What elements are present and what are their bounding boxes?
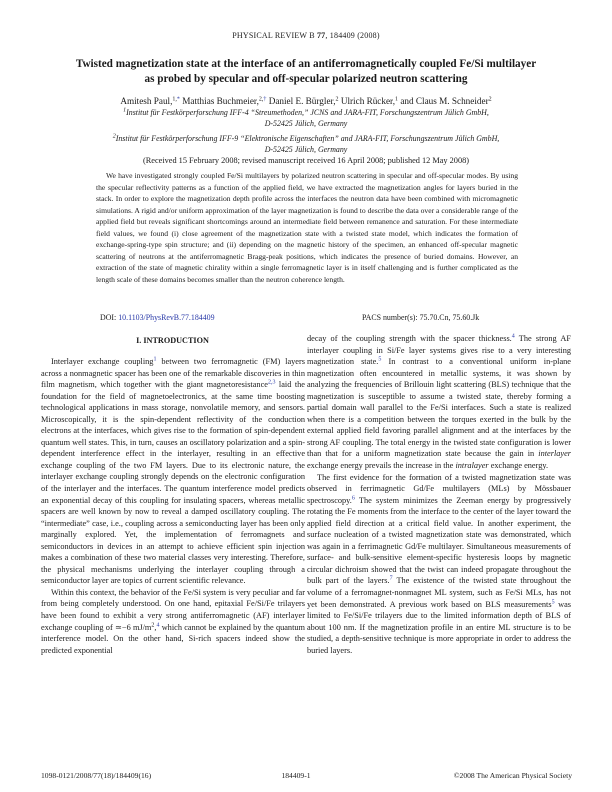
author-list [0,96,612,106]
affiliation-1: $^1$Institut für Festkörperforschung IFF-4 “Streumethoden,” JCNS and JARA-FIT, Forschungszentrum Jülich GmbH, D-52425 Jülich, Germany [123,107,489,128]
section-heading: I. INTRODUCTION [136,336,209,345]
ref-link[interactable]: 7 [389,575,393,582]
footer-copyright: ©2008 The American Physical Society [453,771,572,780]
journal-name: PHYSICAL REVIEW B [232,31,315,40]
ref-link[interactable]: 5 [378,356,382,363]
paragraph: decay of the coupling strength with the spacer thickness.$^4$ The strong AF interlayer coupling in Si/Fe layer systems gives rise to a very interesting magnetization state.$^5$ In contrast to a conventional uniform in-plane magnetization often encountered in metallic systems, it was shown by analyzing the frequencies of Brillouin light scattering (BLS) technique that the magnetization is susceptible to assume a twisted state, thereby forming a partial domain wall parallel to the Fe/Si interfaces. Such a state is realized when there is a competition between the torques exerted in the bulk by the external applied field favoring parallel alignment and at the interfaces by the strong AF coupling. The total energy in the twisted state configuration is lower than that for a uniform magnetization state because the gain in interlayer exchange energy prevails the increase in the intralayer exchange energy. [307,333,571,471]
ref-link[interactable]: 4 [156,622,160,629]
author: Amitesh Paul,$^{1,*}$ [120,96,180,106]
author-note-link[interactable]: * [176,96,180,103]
title-line-1: Twisted magnetization state at the interface of an antiferromagnetically coupled Fe/Si multilayer [75,58,537,70]
pacs-numbers: PACS number(s): 75.70.Cn, 75.60.Jk [362,313,480,322]
journal-header [0,31,612,40]
affiliation-2: $^2$Institut für Festkörperforschung IFF-9 “Elektronische Eigenschaften” and JARA-FIT, Forschungszentrum Jülich GmbH, D-52425 Jülich, Germany [112,133,500,154]
footer-page-number: 184409-1 [281,771,311,780]
author: Daniel E. Bürgler,$^2$ [266,96,339,106]
journal-volume: 77 [316,31,326,40]
paragraph: Interlayer exchange coupling$^1$ between two ferromagnetic (FM) layers across a nonmagnetic spacer has been one of the remarkable discoveries in thin film magnetism, which together with the giant magnetoresistance$^{2,3}$ laid the foundation for the field of magnetoelectronics, at the same time boosting technological applications in mass storage, nonvolatile memory, and sensors. Microscopically, it is the spin-dependent reflectivity of the conduction electrons at the interfaces, which gives rise to the formation of spin-dependent quantum well states. This, in turn, causes an oscillatory polarization and a spin-dependent interference effect in the interlayer, resulting in an effective exchange coupling of the two FM layers. Due to its electronic nature, the interlayer exchange coupling strongly depends on the electronic configuration of the interlayer and the interfaces. The quantum interference model predicts an exponential decay of this coupling for insulating spacers, whereas metallic spacers are well known by now to reveal a damped oscillatory coupling. The “intermediate” case, i.e., coupling across a semiconducting layer has been only marginally explored. Yet, the implementation of ferromagnets and semiconductors in devices in an attempt to achieve efficient spin injection makes a combination of these two material classes very interesting. Therefore, the physical mechanisms underlying the interlayer coupling through a semiconductor layer are topics of current scientific relevance. [41,356,305,586]
ref-link[interactable]: 6 [351,495,355,502]
author: Ulrich Rücker,$^1$ [338,96,399,106]
author: and Claus M. Schneider$^2$ [398,96,492,106]
paper-title [20,57,592,86]
author: Matthias Buchmeier,$^{2,\dagger}$ [179,96,267,106]
right-column [307,333,571,656]
ref-link[interactable]: 5 [551,599,555,606]
ref-link[interactable]: 2,3 [267,379,276,386]
footer-issn: 1098-0121/2008/77(18)/184409(16) [41,771,152,780]
doi: DOI: 10.1103/PhysRevB.77.184409 [100,313,215,322]
doi-link[interactable]: 10.1103/PhysRevB.77.184409 [118,313,215,322]
paragraph: Within this context, the behavior of the Fe/Si system is very peculiar and far from being completely understood. On one hand, epitaxial Fe/Si/Fe trilayers have been found to exhibit a very strong antiferromagnetic (AF) interlayer exchange coupling of ≃−6 $mJ/m^2,^4$ which cannot be explained by the quantum interference model. On the other hand, Si-rich spacers indeed show the predicted exponential [41,587,305,655]
abstract: We have investigated strongly coupled Fe/Si multilayers by polarized neutron scattering in specular and off-specular modes. By using the specular reflectivity patterns as a function of the applied field, we have extracted the magnetization angles for layers buried in the stack. In order to explore the magnetization depth profile across the interfaces the neutron data have been combined with micromagnetic simulations. A rigid and/or uniform approximation of the layer magnetization is found to describe the data over a considerable range of the applied field but reveals significant shortcomings around an intermediate field between remanence and saturation. For these intermediate field values, we found (i) close agreement of the magnetization state with a twisted state model, which indicates the formation of exchange-spring-type spin structure; and (ii) depending on the magnetic history of the specimen, an enhanced off-specular magnetic scattering of neutrons at the antiferromagnetic Bragg-peak positions, which indicates the presence of buried domains. However, an extraction of the state of magnetic chirality within a single ferromagnetic layer is in itself challenging and is further complicated as the length scale of these domains becomes smaller than the neutron coherence length. [96,171,518,284]
received-dates: (Received 15 February 2008; revised manuscript received 16 April 2008; published 12 May 2008) [142,156,470,165]
ref-link[interactable]: 4 [511,333,515,340]
title-line-2: as probed by specular and off-specular polarized neutron scattering [144,72,468,85]
ref-link[interactable]: 1 [153,356,157,363]
author-note-link[interactable]: † [263,96,267,103]
journal-citation: , 184409 (2008) [325,31,380,40]
left-column [41,356,305,656]
paragraph: The first evidence for the formation of a twisted magnetization state was observed in ferrimagnetic Gd/Fe multilayers (MLs) by Mössbauer spectroscopy.$^6$ The system minimizes the Zeeman energy by progressively rotating the Fe moments from the interface to the center of the layer toward the applied field direction at a critical field value. In another experiment, the surface nucleation of a twisted magnetization state was demonstrated, which was again in a ferrimagnetic Gd/Fe multilayer. Simultaneous measurements of surface- and bulk-sensitive element-specific hysteresis loops by magnetic circular dichroism showed that the twist can indeed propagate throughout the bulk part of the layers.$^7$ The existence of the twisted state throughout the volume of a ferromagnet-nonmagnet ML system, such as Fe/Si MLs, has not yet been demonstrated. A previous work based on BLS measurements$^5$ was limited to Fe/Si/Fe trilayers due to the limited information depth of BLS of about 100 nm. If the magnetization profile in an entire ML structure is to be studied, a depth-sensitive technique is more appropriate in order to address the buried layers. [307,472,571,655]
